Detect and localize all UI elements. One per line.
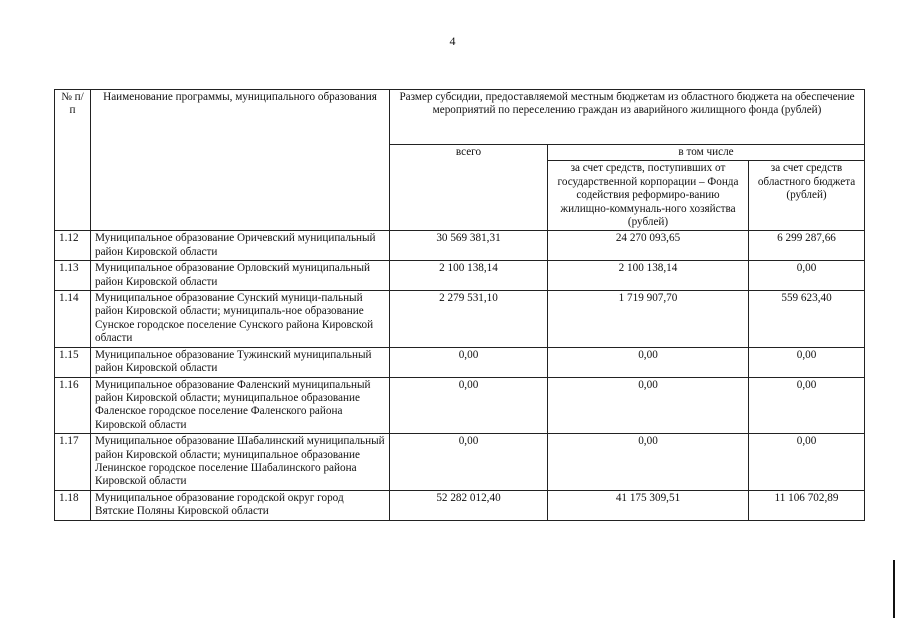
- row-name: Муниципальное образование Шабалинский муниципальный район Кировской области; муниципальное образование Ленинское городское поселение Шабалинского района Кировской области: [91, 434, 390, 491]
- header-row-1: [55, 90, 865, 145]
- page-number: 4: [449, 34, 456, 48]
- row-fund: 24 270 093,65: [548, 231, 749, 261]
- row-name: Муниципальное образование городской округ город Вятские Поляны Кировской области: [91, 490, 390, 520]
- table-row: [55, 231, 865, 261]
- table-row: [55, 490, 865, 520]
- header-including: в том числе: [548, 145, 865, 161]
- row-fund: 1 719 907,70: [548, 291, 749, 348]
- row-regional: 559 623,40: [749, 291, 865, 348]
- row-num: 1.14: [55, 291, 91, 348]
- row-num: 1.16: [55, 377, 91, 434]
- header-subsidy: Размер субсидии, предоставляемой местным бюджетам из областного бюджета на обеспечение мероприятий по переселению граждан из аварийного жилищного фонда (рублей): [390, 90, 865, 145]
- row-num: 1.12: [55, 231, 91, 261]
- header-regional: за счет средств областного бюджета (рублей): [749, 161, 865, 231]
- row-regional: 0,00: [749, 261, 865, 291]
- table-row: [55, 377, 865, 434]
- row-total: 0,00: [390, 377, 548, 434]
- table-row: [55, 291, 865, 348]
- row-fund: 0,00: [548, 377, 749, 434]
- table-row: [55, 434, 865, 491]
- table-row: [55, 347, 865, 377]
- row-num: 1.13: [55, 261, 91, 291]
- row-fund: 2 100 138,14: [548, 261, 749, 291]
- row-name: Муниципальное образование Орловский муниципальный район Кировской области: [91, 261, 390, 291]
- row-total: 2 100 138,14: [390, 261, 548, 291]
- row-num: 1.15: [55, 347, 91, 377]
- margin-bar: [893, 560, 895, 618]
- row-fund: 0,00: [548, 434, 749, 491]
- row-total: 0,00: [390, 434, 548, 491]
- table-row: [55, 261, 865, 291]
- row-regional: 0,00: [749, 377, 865, 434]
- header-name: Наименование программы, муниципального образования: [91, 90, 390, 231]
- header-num: № п/п: [55, 90, 91, 231]
- row-regional: 0,00: [749, 347, 865, 377]
- row-regional: 11 106 702,89: [749, 490, 865, 520]
- row-name: Муниципальное образование Сунский муници-пальный район Кировской области; муниципаль-ное образование Сунское городское поселение Сунского района Кировской области: [91, 291, 390, 348]
- row-total: 2 279 531,10: [390, 291, 548, 348]
- header-total: всего: [390, 145, 548, 231]
- row-name: Муниципальное образование Фаленский муниципальный район Кировской области; муниципальное образование Фаленское городское поселение Фаленского района Кировской области: [91, 377, 390, 434]
- row-name: Муниципальное образование Оричевский муниципальный район Кировской области: [91, 231, 390, 261]
- row-total: 0,00: [390, 347, 548, 377]
- subsidy-table: [54, 89, 865, 521]
- row-regional: 6 299 287,66: [749, 231, 865, 261]
- row-fund: 41 175 309,51: [548, 490, 749, 520]
- row-num: 1.17: [55, 434, 91, 491]
- row-num: 1.18: [55, 490, 91, 520]
- row-name: Муниципальное образование Тужинский муниципальный район Кировской области: [91, 347, 390, 377]
- row-regional: 0,00: [749, 434, 865, 491]
- row-fund: 0,00: [548, 347, 749, 377]
- row-total: 30 569 381,31: [390, 231, 548, 261]
- header-fund: за счет средств, поступивших от государственной корпорации – Фонда содействия реформиро-ванию жилищно-коммуналь-ного хозяйства (рублей): [548, 161, 749, 231]
- row-total: 52 282 012,40: [390, 490, 548, 520]
